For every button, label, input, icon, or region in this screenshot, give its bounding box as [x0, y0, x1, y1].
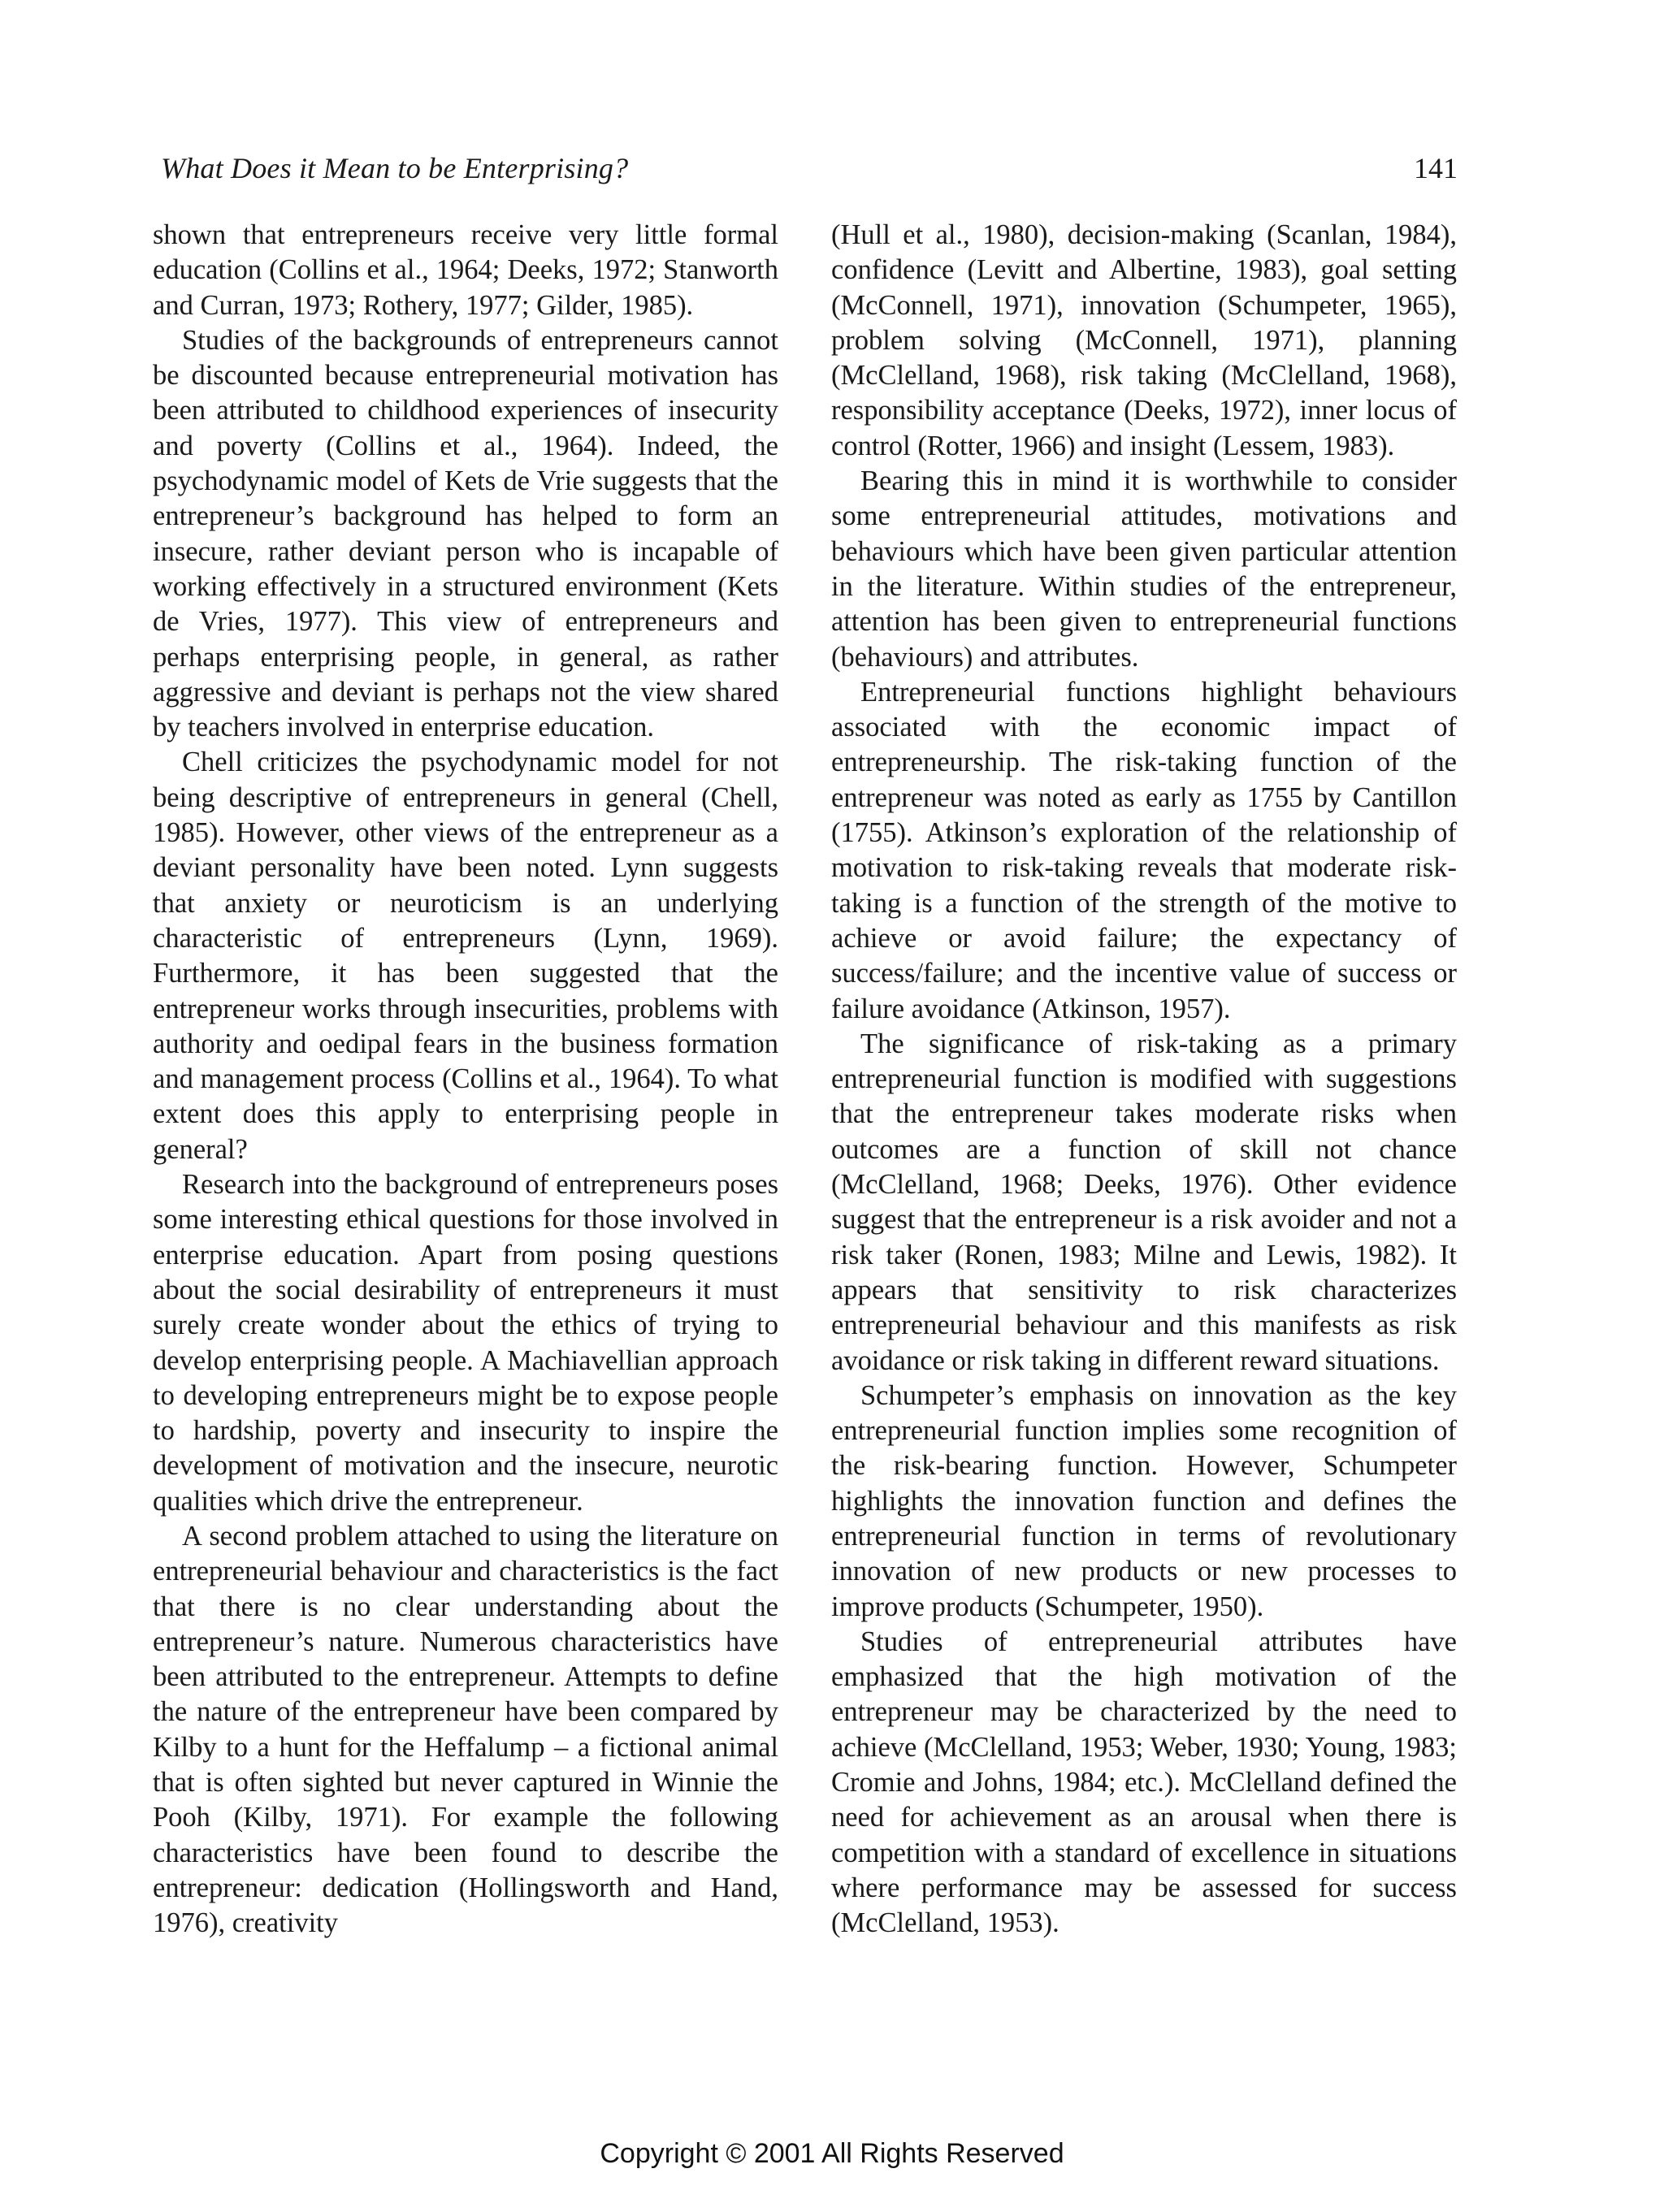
page-number: 141: [1414, 152, 1458, 184]
paragraph: Studies of the backgrounds of entrepreneurs cannot be discounted because entrepreneurial motivation has been attributed to childhood experiences of insecurity and poverty (Collins et al., 1964). Indeed, the psychodynamic model of Kets de Vrie suggests that the entrepreneur’s background has helped to form an insecure, rather deviant person who is incapable of working effectively in a structured environment (Kets de Vries, 1977). This view of entrepreneurs and perhaps enterprising people, in general, as rather aggressive and deviant is perhaps not the view shared by teachers involved in enterprise education.: [153, 324, 778, 743]
paragraph: Chell criticizes the psychodynamic model for not being descriptive of entrepreneurs in general (Chell, 1985). However, other views of the entrepreneur as a deviant personality have been noted. Lynn suggests that anxiety or neuroticism is an underlying characteristic of entrepreneurs (Lynn, 1969). Furthermore, it has been suggested that the entrepreneur works through insecurities, problems with authority and oedipal fears in the business formation and management process (Collins et al., 1964). To what extent does this apply to enterprising people in general?: [153, 747, 778, 1165]
paragraph: Research into the background of entrepreneurs poses some interesting ethical questions for those involved in enterprise education. Apart from posing questions about the social desirability of entrepreneurs it must surely create wonder about the ethics of trying to develop enterprising people. A Machiavellian approach to developing entrepreneurs might be to expose people to hardship, poverty and insecurity to inspire the development of motivation and the insecure, neurotic qualities which drive the entrepreneur.: [153, 1169, 778, 1517]
running-title: What Does it Mean to be Enterprising?: [161, 152, 629, 184]
copyright-notice: Copyright © 2001 All Rights Reserved: [600, 2138, 1064, 2169]
paragraph: A second problem attached to using the literature on entrepreneurial behaviour and characteristics is the fact that there is no clear understanding about the entrepreneur’s nature. Numerous characteristics have been attributed to the entrepreneur. Attempts to define the nature of the entrepreneur have been compared by Kilby to a hunt for the Heffalump – a fictional animal that is often sighted but never captured in Winnie the Pooh (Kilby, 1971). For example the following characteristics have been found to describe the entrepreneur: dedication (Hollingsworth and Hand, 1976), creativity: [153, 1520, 778, 1939]
paragraph: shown that entrepreneurs receive very little formal education (Collins et al., 1964; Deeks, 1972; Stanworth and Curran, 1973; Rothery, 1977; Gilder, 1985).: [153, 219, 778, 321]
left-column: [153, 218, 778, 1941]
right-column: [831, 218, 1457, 1941]
paragraph: (Hull et al., 1980), decision-making (Scanlan, 1984), confidence (Levitt and Albertine, 1983), goal setting (McConnell, 1971), innovation (Schumpeter, 1965), problem solving (McConnell, 1971), planning (McClelland, 1968), risk taking (McClelland, 1968), responsibility acceptance (Deeks, 1972), inner locus of control (Rotter, 1966) and insight (Lessem, 1983).: [831, 219, 1457, 461]
paragraph: The significance of risk-taking as a primary entrepreneurial function is modified with suggestions that the entrepreneur takes moderate risks when outcomes are a function of skill not chance (McClelland, 1968; Deeks, 1976). Other evidence suggest that the entrepreneur is a risk avoider and not a risk taker (Ronen, 1983; Milne and Lewis, 1982). It appears that sensitivity to risk characterizes entrepreneurial behaviour and this manifests as risk avoidance or risk taking in different reward situations.: [831, 1028, 1457, 1376]
paragraph: Studies of entrepreneurial attributes have emphasized that the high motivation of the entrepreneur may be characterized by the need to achieve (McClelland, 1953; Weber, 1930; Young, 1983; Cromie and Johns, 1984; etc.). McClelland defined the need for achievement as an arousal when there is competition with a standard of excellence in situations where performance may be assessed for success (McClelland, 1953).: [831, 1625, 1457, 1939]
paragraph: Entrepreneurial functions highlight behaviours associated with the economic impact of entrepreneurship. The risk-taking function of the entrepreneur was noted as early as 1755 by Cantillon (1755). Atkinson’s exploration of the relationship of motivation to risk-taking reveals that moderate risk-taking is a function of the strength of the motive to achieve or avoid failure; the expectancy of success/failure; and the incentive value of success or failure avoidance (Atkinson, 1957).: [831, 676, 1457, 1024]
paragraph: Bearing this in mind it is worthwhile to consider some entrepreneurial attitudes, motivations and behaviours which have been given particular attention in the literature. Within studies of the entrepreneur, attention has been given to entrepreneurial functions (behaviours) and attributes.: [831, 465, 1457, 673]
paragraph: Schumpeter’s emphasis on innovation as the key entrepreneurial function implies some recognition of the risk-bearing function. However, Schumpeter highlights the innovation function and defines the entrepreneurial function in terms of revolutionary innovation of new products or new processes to improve products (Schumpeter, 1950).: [831, 1379, 1457, 1622]
